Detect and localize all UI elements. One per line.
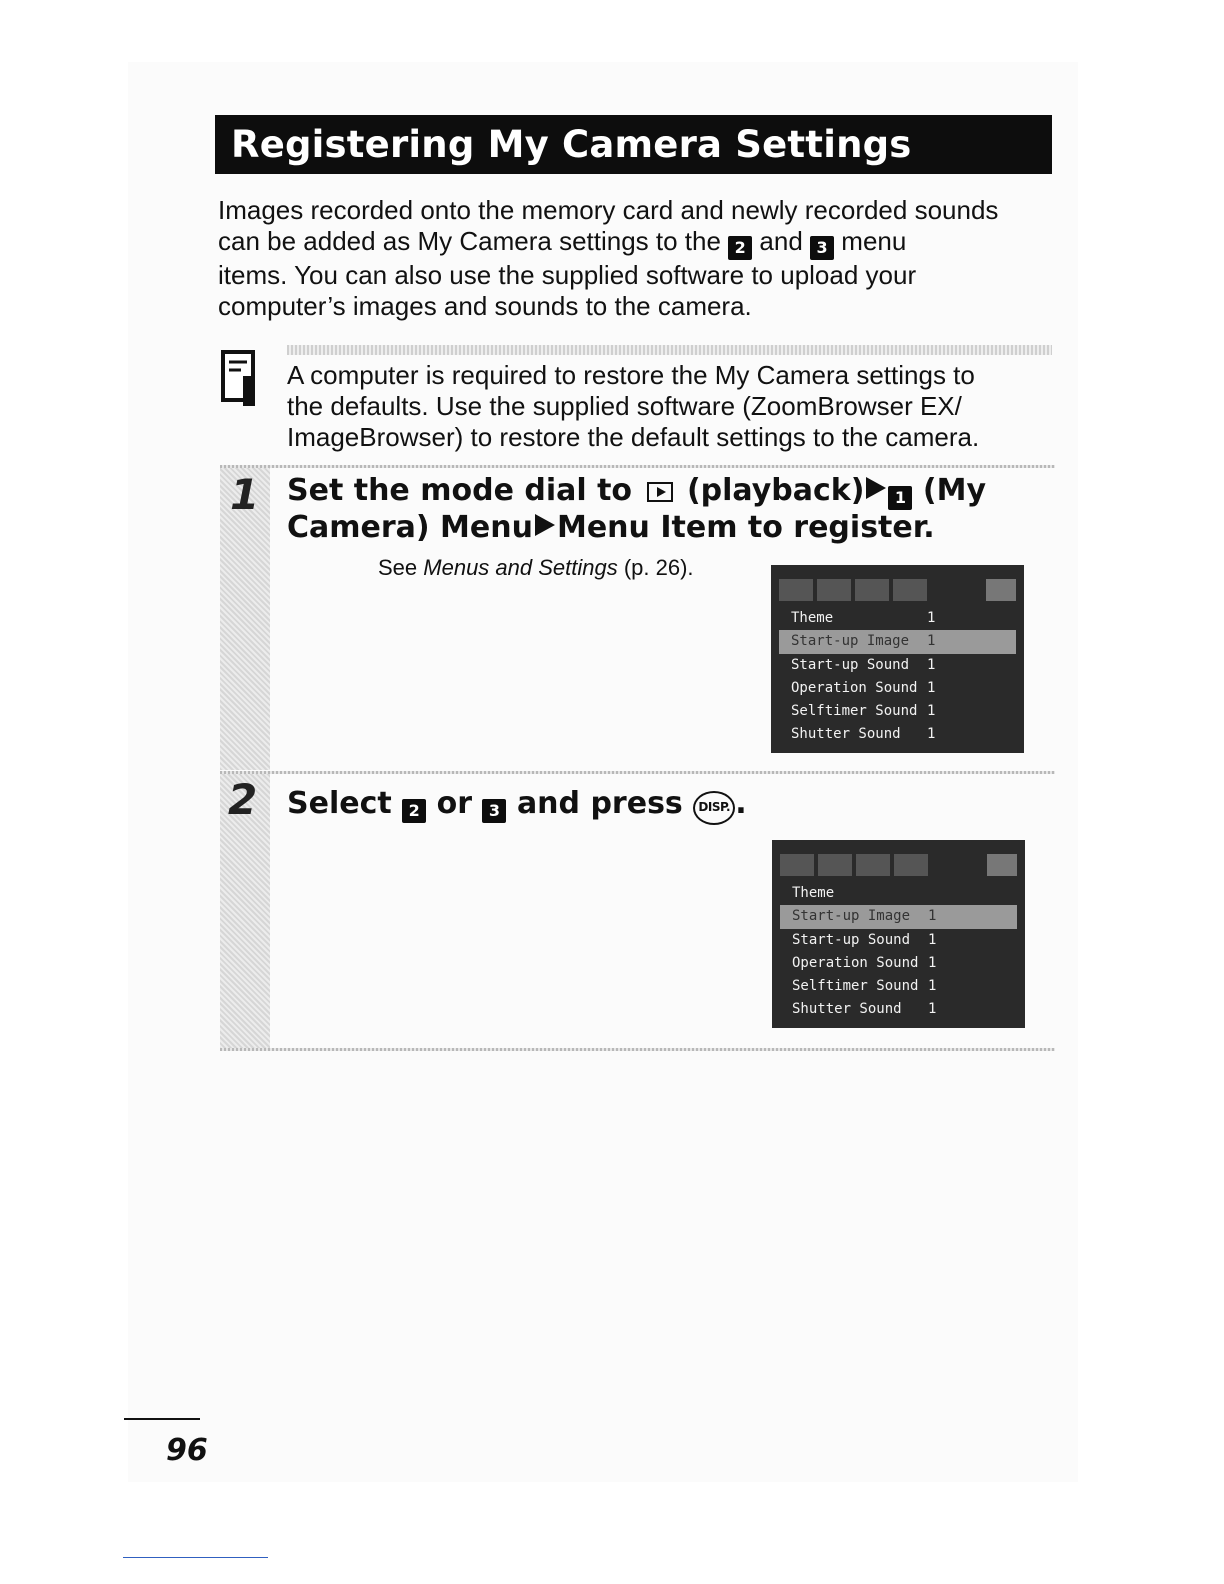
- menu-row-theme: Theme 1: [791, 610, 936, 626]
- menu-row-shutter-sound: Shutter Sound 1: [792, 1001, 937, 1018]
- see-reference: See Menus and Settings (p. 26).: [378, 555, 694, 580]
- step-1-number: 1: [230, 470, 260, 519]
- bottom-line: [123, 1557, 268, 1558]
- intro-line-1: Images recorded onto the memory card and newly recorded sounds: [218, 195, 999, 225]
- playback-icon: [647, 482, 673, 502]
- menu-row-selftimer-sound: Selftimer Sound 1: [791, 703, 936, 720]
- my-camera-1-icon: 1: [888, 486, 912, 510]
- note-text: A computer is required to restore the My Camera settings to the defaults. Use the supplied software (ZoomBrowser EX/ ImageBrowser) to restore the default settings to the camera.: [287, 360, 980, 452]
- intro-line-4: computer’s images and sounds to the camera.: [218, 291, 752, 321]
- camera-screen-2: [772, 840, 1025, 1028]
- step-2-heading: Select 2 or 3 and press DISP. .: [287, 786, 747, 825]
- intro-line-3: items. You can also use the supplied software to upload your: [218, 260, 917, 290]
- my-camera-3-icon: 3: [810, 236, 834, 260]
- my-camera-2-icon: 2: [728, 236, 752, 260]
- intro-paragraph: [218, 195, 1058, 322]
- menu-row-theme: Theme: [792, 885, 835, 901]
- arrow-right-icon: [866, 477, 886, 499]
- camera-screen-1: [771, 565, 1024, 753]
- disp-button-icon: DISP.: [693, 791, 735, 825]
- menu-row-shutter-sound: Shutter Sound 1: [791, 726, 936, 743]
- step-2-divider: [220, 771, 1055, 774]
- page-title: Registering My Camera Settings: [215, 115, 1052, 174]
- steps-end-divider: [220, 1048, 1055, 1051]
- step-1-divider: [220, 465, 1055, 468]
- step-1-heading: Set the mode dial to (playback) 1 (My Camera) Menu Menu Item to register.: [287, 473, 987, 545]
- note-divider: [287, 345, 1052, 355]
- menu-row-startup-sound: Start-up Sound 1: [791, 656, 936, 673]
- my-camera-3-icon: 3: [482, 799, 506, 823]
- intro-line-2: can be added as My Camera settings to the 2 and 3 menu: [218, 226, 1058, 260]
- arrow-right-icon: [535, 514, 555, 536]
- menu-row-operation-sound: Operation Sound 1: [792, 954, 937, 971]
- step-2-number: 2: [228, 775, 258, 824]
- page-number: 96: [166, 1433, 208, 1468]
- note-icon: [221, 350, 259, 408]
- menu-row-startup-sound: Start-up Sound 1: [792, 931, 937, 948]
- menu-row-selftimer-sound: Selftimer Sound 1: [792, 978, 937, 995]
- menu-row-operation-sound: Operation Sound 1: [791, 679, 936, 696]
- page-number-rule: [124, 1418, 200, 1420]
- menu-row-startup-image: Start-up Image 1: [780, 905, 1017, 928]
- menu-row-startup-image: Start-up Image 1: [779, 630, 1016, 653]
- my-camera-2-icon: 2: [402, 799, 426, 823]
